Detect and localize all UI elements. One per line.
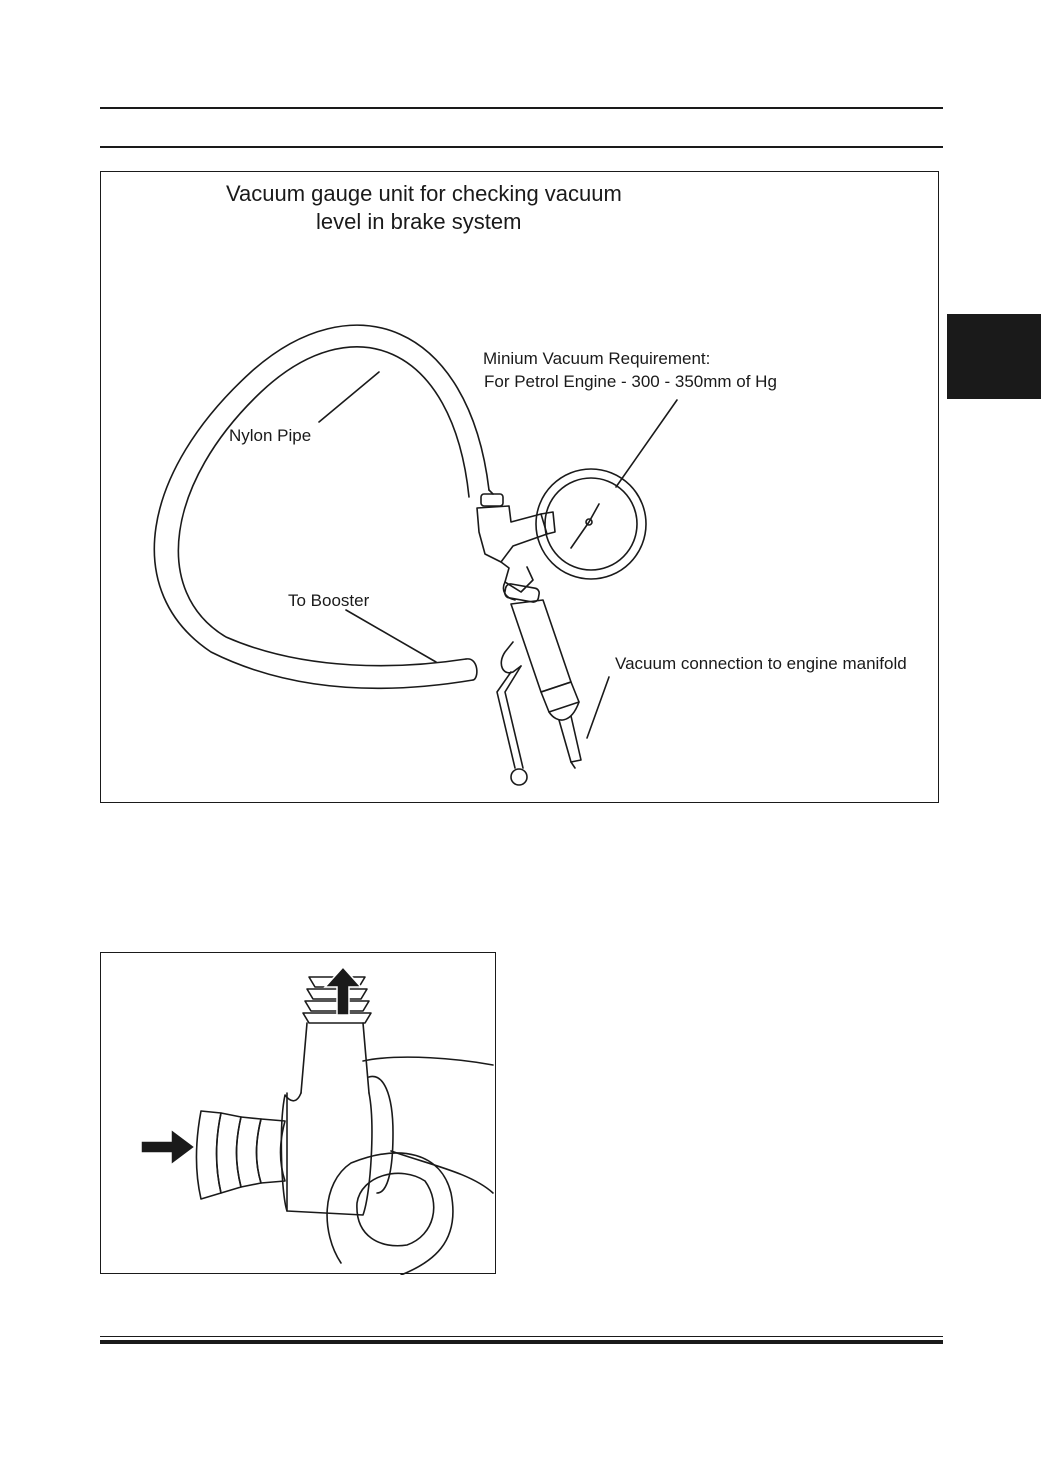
leader-nylon-pipe	[319, 372, 379, 422]
gauge-needle	[571, 504, 599, 548]
leader-manifold	[587, 677, 609, 738]
chapter-tab	[947, 314, 1041, 399]
vacuum-gauge-illustration	[101, 172, 940, 804]
footer-rule-thin	[100, 1336, 943, 1337]
lever-knob	[511, 769, 527, 785]
label-requirement-heading: Minium Vacuum Requirement:	[483, 349, 711, 368]
figure-check-valve	[100, 952, 496, 1274]
nylon-pipe-inner	[178, 347, 469, 666]
label-requirement-value: For Petrol Engine - 300 - 350mm of Hg	[484, 372, 777, 391]
figure-vacuum-gauge	[100, 171, 939, 803]
header-rule-bottom	[100, 146, 943, 148]
label-nylon-pipe: Nylon Pipe	[229, 426, 312, 445]
footer-rule-thick	[100, 1340, 943, 1344]
arrow-up-icon	[325, 967, 361, 1015]
label-vacuum-connection: Vacuum connection to engine manifold	[615, 654, 907, 673]
check-valve-illustration	[101, 953, 497, 1275]
figure-title-line1: Vacuum gauge unit for checking vacuum	[226, 181, 622, 206]
arrow-right-icon	[141, 1129, 195, 1165]
label-to-booster: To Booster	[288, 591, 370, 610]
nylon-pipe-outer	[154, 325, 489, 688]
leader-requirement	[616, 400, 677, 487]
leader-to-booster	[346, 610, 436, 662]
header-rule-top	[100, 107, 943, 109]
figure-title-line2: level in brake system	[316, 209, 522, 234]
